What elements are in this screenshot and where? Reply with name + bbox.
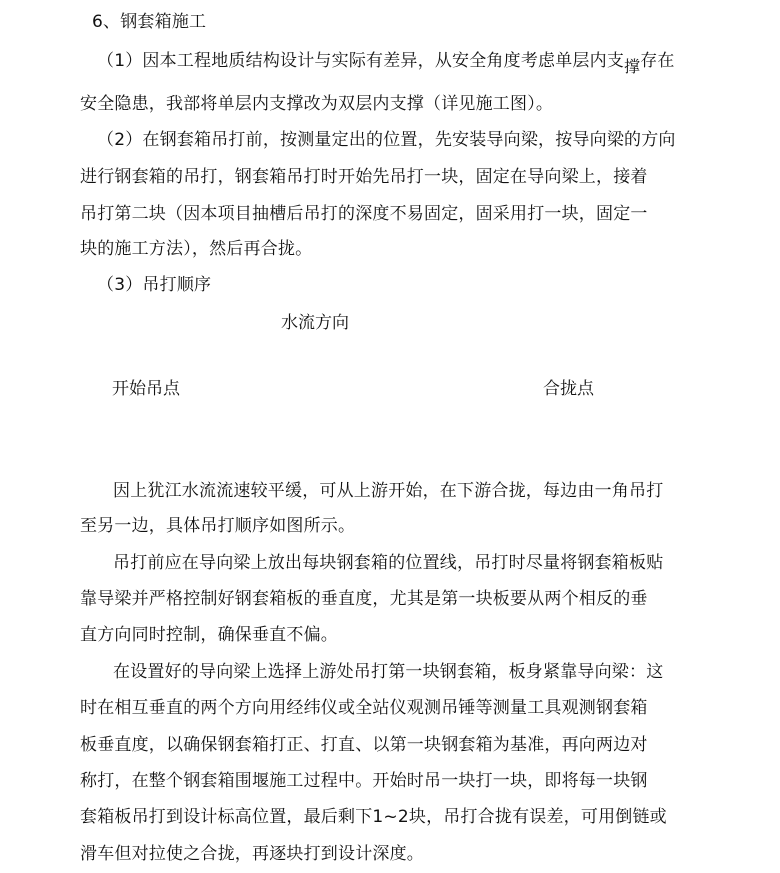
paragraph-5-line-3: 直方向同时控制，确保垂直不偏。 xyxy=(80,625,338,645)
figure-label-closure-point: 合拢点 xyxy=(543,379,594,399)
paragraph-1-subscript-char: 撑 xyxy=(624,57,641,76)
figure-label-flow-direction: 水流方向 xyxy=(281,313,349,333)
figure-label-start-point: 开始吊点 xyxy=(112,379,180,399)
paragraph-4-line-2: 至另一边，具体吊打顺序如图所示。 xyxy=(80,516,356,536)
paragraph-2-line-1: （2）在钢套箱吊打前，按测量定出的位置，先安装导向梁，按导向梁的方向 xyxy=(97,130,676,150)
paragraph-5-line-1: 吊打前应在导向梁上放出每块钢套箱的位置线，吊打时尽量将钢套箱板贴 xyxy=(113,553,664,573)
paragraph-6-line-6: 滑车但对拉使之合拢，再逐块打到设计深度。 xyxy=(80,844,424,864)
paragraph-2-line-3: 吊打第二块（因本项目抽槽后吊打的深度不易固定，固采用打一块，固定一 xyxy=(80,204,648,224)
paragraph-1-text-a: （1）因本工程地质结构设计与实际有差异，从安全角度考虑单层内支 xyxy=(97,51,625,71)
paragraph-5-line-2: 靠导梁并严格控制好钢套箱板的垂直度，尤其是第一块板要从两个相反的垂 xyxy=(80,589,648,609)
paragraph-4-line-1: 因上犹江水流流速较平缓，可从上游开始，在下游合拢，每边由一角吊打 xyxy=(113,481,664,501)
section-title: 6、钢套箱施工 xyxy=(92,12,207,32)
paragraph-2-line-2: 进行钢套箱的吊打，钢套箱吊打时开始先吊打一块，固定在导向梁上，接着 xyxy=(80,167,648,187)
paragraph-3-heading: （3）吊打顺序 xyxy=(97,275,212,295)
paragraph-6-line-5: 套箱板吊打到设计标高位置，最后剩下1~2块，吊打合拢有误差，可用倒链或 xyxy=(80,807,667,827)
paragraph-6-line-4: 称打，在整个钢套箱围堰施工过程中。开始时吊一块打一块，即将每一块钢 xyxy=(80,771,648,791)
paragraph-6-line-3: 板垂直度，以确保钢套箱打正、打直、以第一块钢套箱为基准，再向两边对 xyxy=(80,735,648,755)
paragraph-2-line-4: 块的施工方法），然后再合拢。 xyxy=(80,239,313,259)
paragraph-6-line-1: 在设置好的导向梁上选择上游处吊打第一块钢套箱，板身紧靠导向梁：这 xyxy=(113,662,664,682)
paragraph-1-line-1 xyxy=(97,50,675,76)
paragraph-1-line-2: 安全隐患，我部将单层内支撑改为双层内支撑（详见施工图）。 xyxy=(80,94,554,114)
paragraph-6-line-2: 时在相互垂直的两个方向用经纬仪或全站仪观测吊锤等测量工具观测钢套箱 xyxy=(80,698,648,718)
paragraph-1-text-b: 存在 xyxy=(640,51,675,71)
